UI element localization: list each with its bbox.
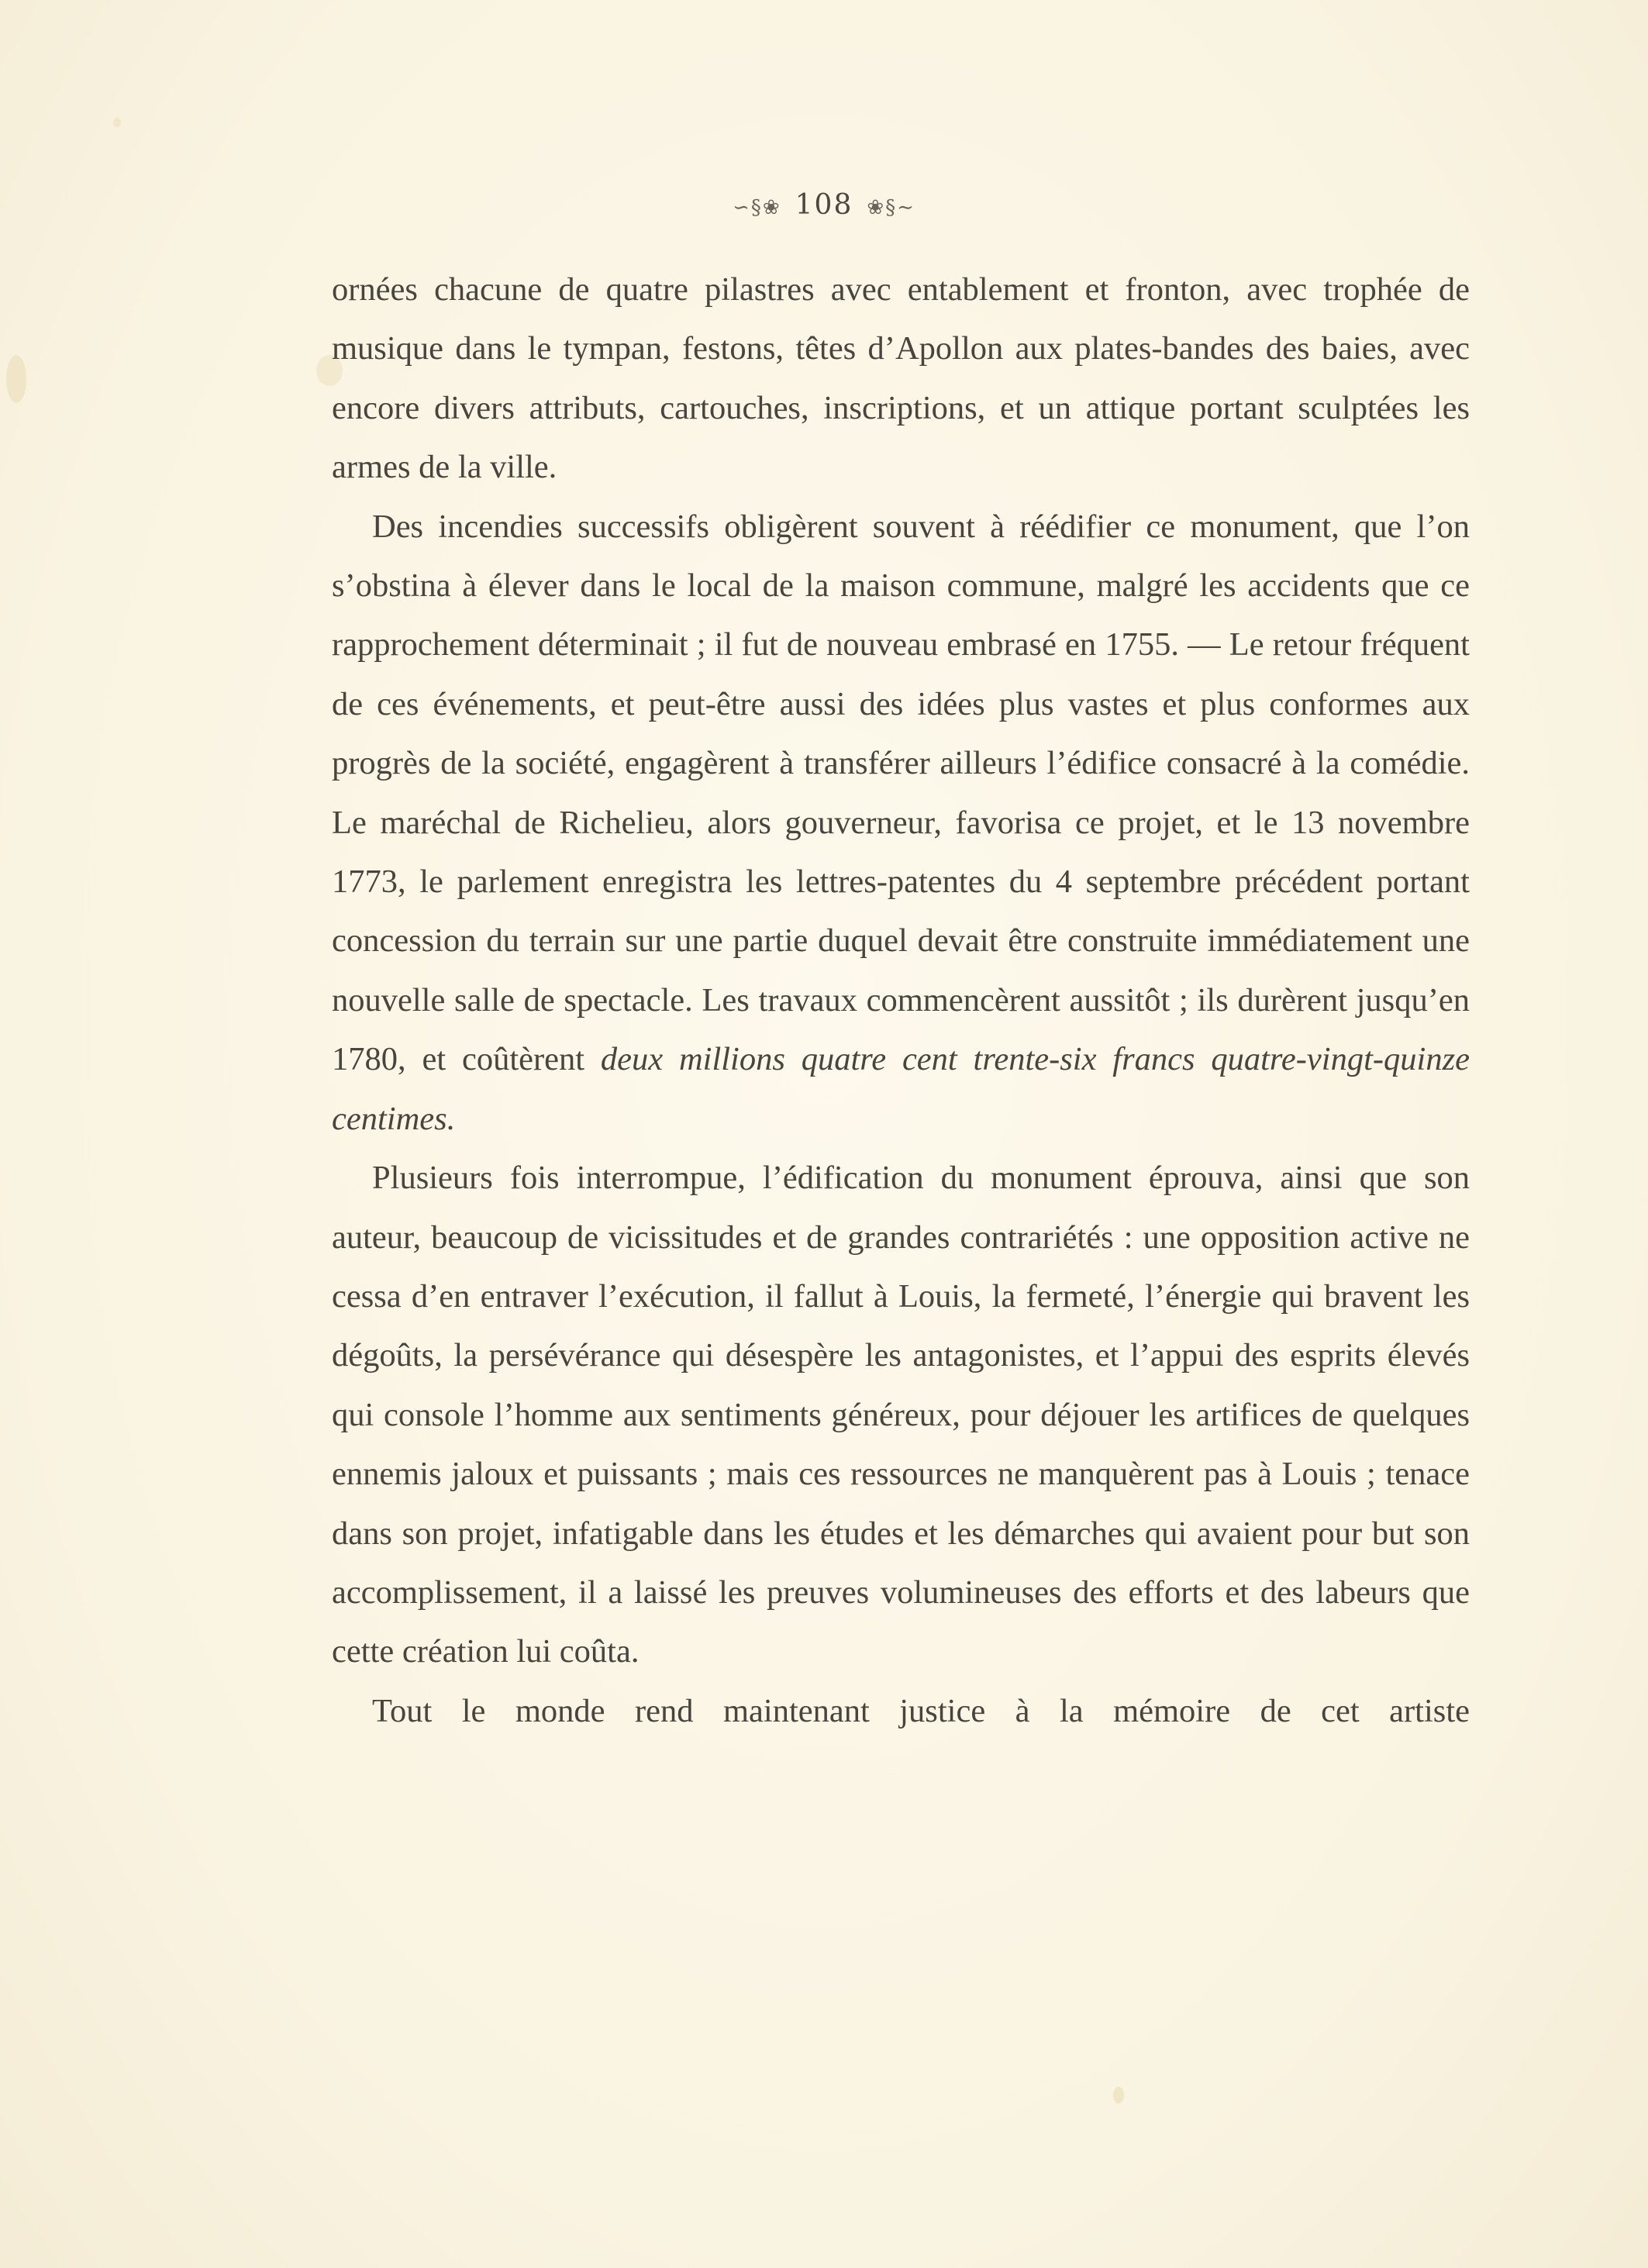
paragraph-text: Des incendies successifs obligèrent souvent à réédifier ce monument, que l’on s’obstina à élever dans le local de la maison commune, malgré les accidents que ce rapprochement déterminait ; il fut de nouveau embrasé en 1755. — Le retour fréquent de ces événements, et peut-être aussi des idées plus vastes et plus conformes aux progrès de la société, engagèrent à transférer ailleurs l’édifice consacré à la comédie. Le maréchal de Richelieu, alors gouverneur, favorisa ce projet, et le 13 novembre 1773, le parlement enregistra les lettres-patentes du 4 septembre précédent portant concession du terrain sur une partie duquel devait être construite immédiatement une nouvelle salle de spectacle. Les travaux commencèrent aussitôt ; ils durèrent jusqu’en 1780, et coûtèrent [332, 508, 1470, 1078]
paragraph-text: ornées chacune de quatre pilastres avec entablement et fronton, avec trophée de musique dans le tympan, festons, têtes d’Apollon aux plates-bandes des baies, avec encore divers attributs, cartouches, inscriptions, et un attique portant sculptées les armes de la ville. [332, 271, 1470, 486]
paper-stain [1113, 2087, 1124, 2104]
body-text [332, 260, 1470, 1741]
paragraph [332, 1149, 1470, 1682]
ornament-left-icon: ∽§❀ [733, 196, 781, 219]
ornament-right-icon: ❀§∼ [867, 196, 915, 219]
paper-stain [113, 118, 121, 127]
page-header [0, 189, 1648, 221]
paragraph [332, 1682, 1470, 1741]
paragraph [332, 260, 1470, 498]
paragraph [332, 498, 1470, 1149]
italic-amount: deux millions quatre cent trente-six francs quatre-vingt-quinze centimes. [332, 1041, 1470, 1137]
paragraph-text: Plusieurs fois interrompue, l’édification du monument éprouva, ainsi que son auteur, beaucoup de vicissitudes et de grandes contrariétés : une opposition active ne cessa d’en entraver l’exécution, il fallut à Louis, la fermeté, l’énergie qui bravent les dégoûts, la persévérance qui désespère les antagonistes, et l’appui des esprits élevés qui console l’homme aux sentiments généreux, pour déjouer les artifices de quelques ennemis jaloux et puissants ; mais ces ressources ne manquèrent pas à Louis ; tenace dans son projet, infatigable dans les études et les démarches qui avaient pour but son accomplissement, il a laissé les preuves volumineuses des efforts et des labeurs que cette création lui coûta. [332, 1160, 1470, 1670]
page-number: 108 [795, 189, 853, 221]
paragraph-text: Tout le monde rend maintenant justice à la mémoire de cet artiste [372, 1692, 1470, 1729]
paper-stain [6, 355, 26, 403]
